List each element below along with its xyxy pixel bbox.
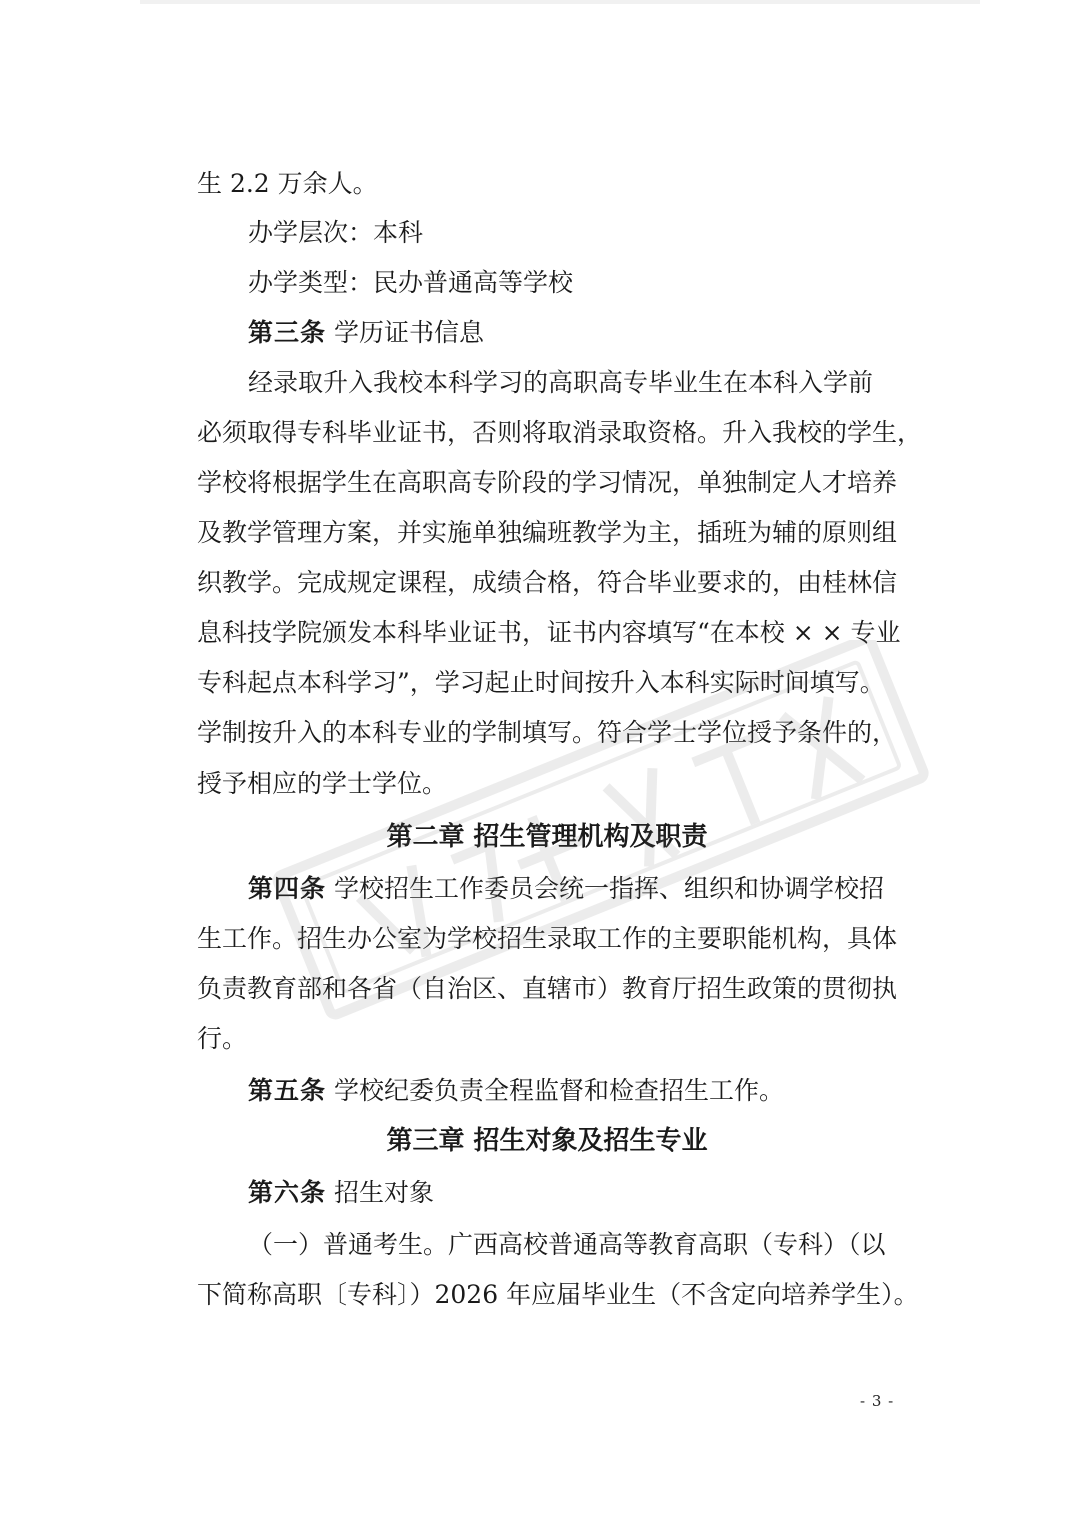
article-3-line [248,316,898,350]
text-line: 生工作。招生办公室为学校招生录取工作的主要职能机构，具体 [197,924,898,953]
text-line: 学校将根据学生在高职高专阶段的学习情况，单独制定人才培养 [197,468,898,497]
article-6-line [248,1176,898,1210]
text-line: 织教学。完成规定课程，成绩合格，符合毕业要求的，由桂林信 [197,568,898,597]
text-line: 专科起点本科学习”，学习起止时间按升入本科实际时间填写。 [197,668,885,697]
article-text: 学校招生工作委员会统一指挥、组织和协调学校招 [333,874,884,903]
chapter-2-heading: 第二章 招生管理机构及职责 [386,822,708,852]
text-line: 下简称高职〔专科〕）2026 年应届毕业生（不含定向培养学生）。 [197,1280,919,1309]
text-line: 办学层次：本科 [248,218,424,247]
article-label: 第五条 [248,1076,327,1105]
article-label: 第四条 [248,874,327,903]
text-line: 负责教育部和各省（自治区、直辖市）教育厅招生政策的贯彻执 [197,974,898,1003]
page-number: - 3 - [860,1392,895,1410]
text-line: 及教学管理方案，并实施单独编班教学为主，插班为辅的原则组 [197,518,898,547]
article-4-line [248,872,898,906]
article-5-line [248,1074,898,1108]
text-line: 学制按升入的本科专业的学制填写。符合学士学位授予条件的， [197,718,898,747]
text-line: 经录取升入我校本科学习的高职高专毕业生在本科入学前 [248,368,874,397]
text-line: （一）普通考生。广西高校普通高等教育高职（专科）（以 [248,1230,886,1259]
text-line: 行。 [197,1024,248,1053]
text-line: 办学类型：民办普通高等学校 [248,268,574,297]
article-text: 学校纪委负责全程监督和检查招生工作。 [333,1076,784,1105]
article-title: 学历证书信息 [333,318,484,347]
article-title: 招生对象 [333,1178,434,1207]
text-line: 必须取得专科毕业证书，否则将取消录取资格。升入我校的学生， [197,418,923,447]
chapter-3-heading: 第三章 招生对象及招生专业 [386,1126,708,1156]
article-label: 第六条 [248,1178,327,1207]
text-line: 息科技学院颁发本科毕业证书，证书内容填写“在本校 × × 专业 [197,618,901,647]
text-line: 授予相应的学士学位。 [197,769,448,798]
text-line: 生 2.2 万余人。 [197,169,378,198]
article-label: 第三条 [248,318,327,347]
